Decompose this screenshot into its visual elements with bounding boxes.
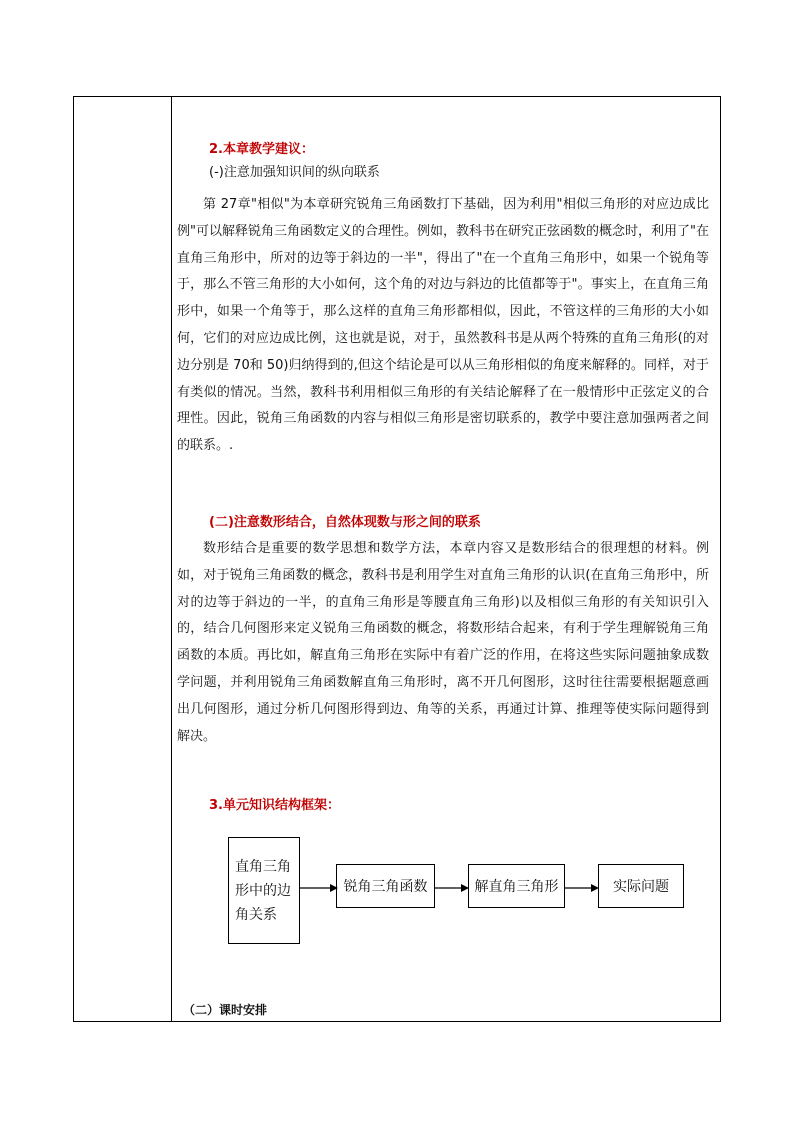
column-divider [171, 97, 172, 1021]
arrow-right-icon [565, 881, 599, 895]
lesson-plan-table [73, 96, 721, 1022]
arrow-right-icon [300, 881, 338, 895]
paragraph-similarity-text: 第 27章"相似"为本章研究锐角三角函数打下基础，因为利用"相似三角形的对应边成比例"可以解释锐角三角函数定义的合理性。例如，教科书在研究正弦函数的概念时，利用了"在直角三角形中，所对的边等于斜边的一半"，得出了"在一个直角三角形中，如果一个锐角等于，那么不管三角形的大小如何，这个角的对边与斜边的比值都等于"。事实上，在直角三角形中，如果一个角等于，那么这样的直角三角形都相似，因此，不管这样的三角形的大小如何，它们的对应边成比例，这也就是说，对于，虽然教科书是从两个特殊的直角三角形(的对边分别是 70和 50)归纳得到的,但这个结论是可以从三角形相似的角度来解释的。同样，对于有类似的情况。当然，教科书利用相似三角形的有关结论解释了在一般情形中正弦定义的合理性。因此，锐角三角函数的内容与相似三角形是密切联系的，教学中要注意加强两者之间的联系。. [177, 197, 709, 454]
subheading-vertical-connection: (-)注意加强知识间的纵向联系 [209, 165, 380, 180]
diagram-box-real-problems: 实际问题 [598, 864, 684, 908]
paragraph-number-shape [177, 536, 709, 750]
diagram-box-solve-right-triangle: 解直角三角形 [468, 864, 565, 908]
paragraph-similarity [177, 192, 709, 460]
arrow-right-icon [435, 881, 469, 895]
section-3-heading: 3.单元知识结构框架： [209, 798, 340, 813]
class-hours-label: （二）课时安排 [183, 1003, 268, 1017]
diagram-box-edge-angle-relation: 直角三角形中的边角关系 [228, 837, 300, 944]
subheading-number-shape: (二)注意数形结合，自然体现数与形之间的联系 [209, 515, 481, 530]
section-2-heading: 2.本章教学建议： [209, 142, 314, 157]
paragraph-number-shape-text: 数形结合是重要的数学思想和数学方法，本章内容又是数形结合的很理想的材料。例如，对于锐角三角函数的概念，教科书是利用学生对直角三角形的认识(在直角三角形中，所对的边等于斜边的一半，的直角三角形是等腰直角三角形)以及相似三角形的有关知识引入的，结合几何图形来定义锐角三角函数的概念，将数形结合起来，有利于学生理解锐角三角函数的本质。再比如，解直角三角形在实际中有着广泛的作用，在将这些实际问题抽象成数学问题，并利用锐角三角函数解直角三角形时，离不开几何图形，这时往往需要根据题意画出几何图形，通过分析几何图形得到边、角等的关系，再通过计算、推理等使实际问题得到解决。 [177, 541, 709, 744]
diagram-box-trig-functions: 锐角三角函数 [336, 864, 435, 908]
